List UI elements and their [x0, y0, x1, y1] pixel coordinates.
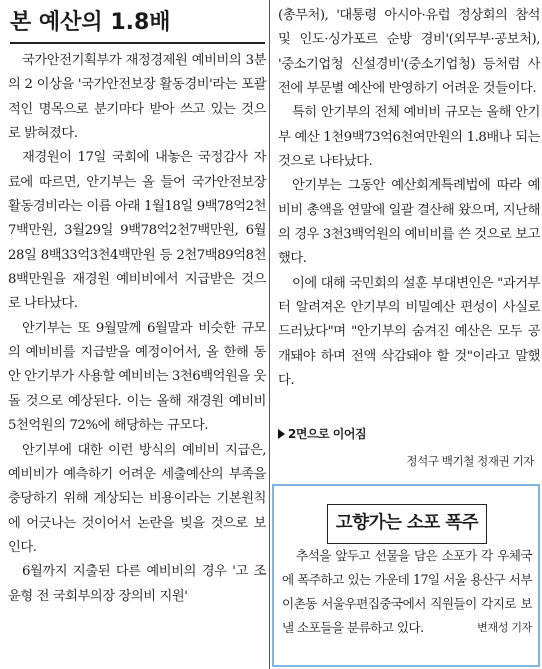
left-column — [0, 0, 270, 669]
continue-label: 2면으로 이어짐 — [288, 427, 367, 441]
photo-caption — [282, 544, 532, 640]
caption-text: 추석을 앞두고 선물을 담은 소포가 각 우체국에 폭주하고 있는 가운데 17일 서울 용산구 서부이촌동 서울우편집중국에서 직원들이 각지로 보낼 소포들을 분류하고 있다. — [282, 548, 532, 635]
byline: 정석구 백기철 정재권 기자 — [406, 454, 534, 468]
paragraph: (총무처), '대통령 아시아·유럽 정상회의 참석 및 인도·싱가포르 순방 경비'(외무부·공보처), '중소기업청 신설경비'(중소기업청) 등처럼 사전에 부문별 예산에 반영하기 어려운 것들이다. — [278, 8, 540, 97]
paragraph: 국가안전기획부가 재정경제원 예비비의 3분의 2 이상을 '국가안전보장 활동경비'라는 포괄적인 명목으로 분기마다 받아 쓰고 있는 것으로 밝혀졌다. — [8, 53, 266, 142]
paragraph: 안기부는 또 9월말께 6월말과 비슷한 규모의 예비비를 지급받을 예정이어서, 올 한해 동안 안기부가 사용할 예비비는 3천6백억원을 웃돌 것으로 예상된다. 이는 올해 재경원 예비비 5천억원의 72%에 해당하는 규모다. — [8, 320, 267, 434]
article-body-left — [8, 49, 266, 609]
photo-title: 고향가는 소포 폭주 — [327, 504, 487, 544]
paragraph: 특히 안기부의 전체 예비비 규모는 올해 안기부 예산 1천9백73억6천여만원의 1.8배나 되는 것으로 나타났다. — [278, 105, 540, 170]
paragraph: 안기부는 그동안 예산회계특례법에 따라 예비비 총액을 연말에 일괄 결산해 왔으며, 지난해의 경우 3천3백억원의 예비비를 쓴 것으로 보고했다. — [278, 178, 540, 267]
triangle-arrow-icon — [278, 429, 285, 439]
photo-credit: 변재성 기자 — [477, 621, 532, 634]
photo-caption-box — [272, 484, 540, 667]
paragraph: 6월까지 지출된 다른 예비비의 경우 '고 조윤형 전 국회부의장 장의비 지원' — [8, 564, 266, 604]
paragraph: 안기부에 대한 이런 방식의 예비비 지급은, 예비비가 예측하기 어려운 세출예산의 부족을 충당하기 위해 계상되는 비용이라는 기본원칙에 어긋나는 것이어서 논란을 빚을 것으로 보인다. — [8, 442, 266, 555]
article-body-right — [278, 4, 540, 394]
headline: 본 예산의 1.8배 — [10, 6, 265, 44]
paragraph: 이에 대해 국민회의 설훈 부대변인은 "과거부터 알려져온 안기부의 비밀예산 편성이 사실로 드러났다"며 "안기부의 숨겨진 예산은 모두 공개돼야 하며 전액 삭감돼야 할 것"이라고 말했다. — [278, 275, 540, 389]
continue-link[interactable] — [278, 425, 366, 442]
paragraph: 재경원이 17일 국회에 내놓은 국정감사 자료에 따르면, 안기부는 올 들어 국가안전보장 활동경비라는 이름 아래 1월18일 9백78억2천7백만원, 3월29일 9백78억2천7백만원, 6월28일 8백33억3천4백만원 등 2천7백89억8천8백만원을 재경원 예비비에서 지급받은 것으로 나타났다. — [8, 150, 266, 312]
